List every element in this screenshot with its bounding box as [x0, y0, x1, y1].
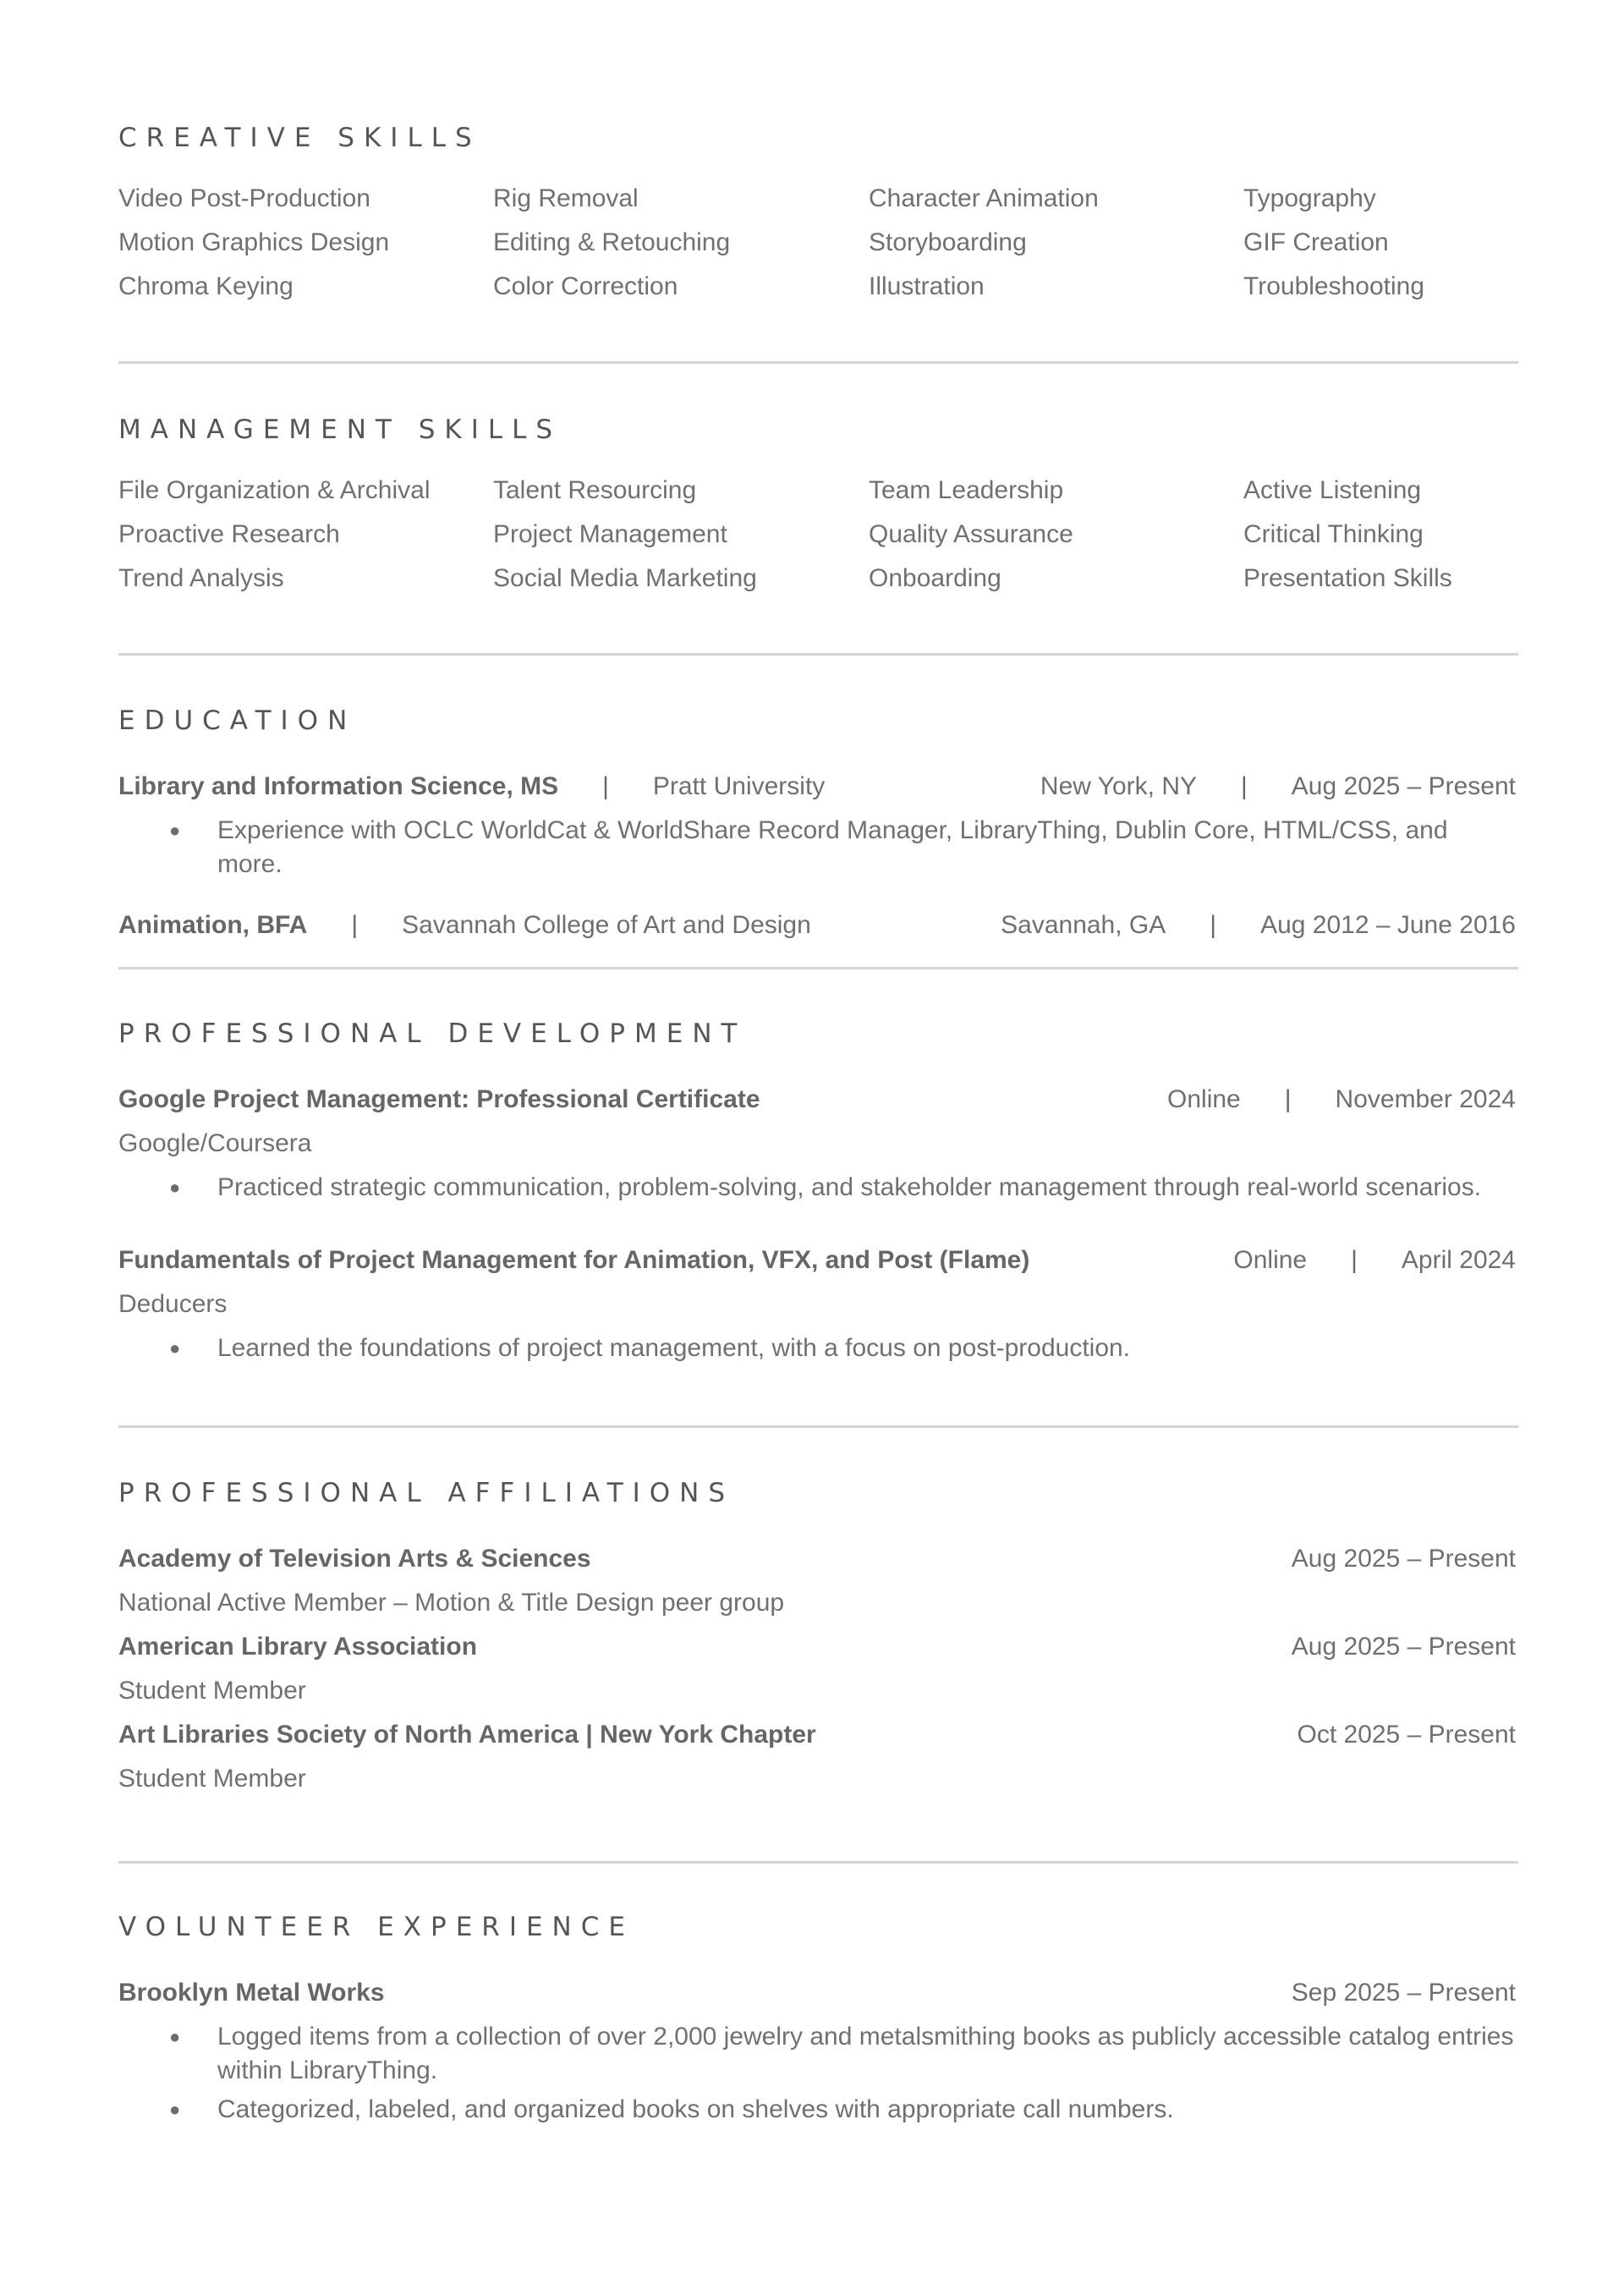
bullet-item — [118, 1171, 1516, 1205]
location: Online — [1167, 1085, 1241, 1113]
separator: | — [1284, 1085, 1292, 1113]
education-section — [118, 704, 1516, 947]
date: November 2024 — [1335, 1085, 1516, 1113]
school: Savannah College of Art and Design — [402, 911, 811, 939]
skills-grid — [118, 474, 1516, 609]
skill-item: Motion Graphics Design — [118, 228, 390, 256]
skill-item: Video Post-Production — [118, 184, 370, 212]
separator: | — [602, 772, 609, 800]
section-divider — [118, 967, 1518, 969]
separator: | — [1351, 1246, 1358, 1274]
bullet-item — [118, 2020, 1516, 2088]
dates: Sep 2025 – Present — [1291, 1979, 1516, 2007]
bullet-icon: ● — [169, 2026, 181, 2047]
provider: Deducers — [118, 1290, 228, 1318]
section-title: MANAGEMENT SKILLS — [118, 415, 562, 445]
bullet-text: Logged items from a collection of over 2,000 jewelry and metalsmithing books as publicly accessible catalog entries within LibraryThing. — [217, 2023, 1514, 2084]
skill-item: Storyboarding — [869, 228, 1027, 256]
education-entry — [118, 903, 1516, 947]
course-name: Fundamentals of Project Management for Animation, VFX, and Post (Flame) — [118, 1246, 1030, 1274]
bullet-text: Experience with OCLC WorldCat & WorldShare Record Manager, LibraryThing, Dublin Core, HTML/CSS, and more. — [217, 816, 1448, 878]
affiliation-row — [118, 1625, 1516, 1669]
bullet-item — [118, 1331, 1516, 1365]
date: April 2024 — [1401, 1246, 1516, 1274]
skill-item: Project Management — [493, 520, 727, 548]
bullet-item — [118, 814, 1516, 881]
development-entry — [118, 1078, 1516, 1205]
professional-development-section — [118, 1017, 1516, 1365]
skill-item: Trend Analysis — [118, 564, 284, 592]
organization: American Library Association — [118, 1633, 478, 1661]
education-entry — [118, 765, 1516, 881]
section-title: CREATIVE SKILLS — [118, 123, 481, 153]
skill-item: Onboarding — [869, 564, 1001, 592]
volunteer-experience-section — [118, 1910, 1516, 2127]
location: Online — [1233, 1246, 1308, 1274]
bullet-icon: ● — [169, 1177, 181, 1198]
membership-role: National Active Member – Motion & Title Design peer group — [118, 1589, 785, 1617]
affiliations-list — [118, 1537, 1516, 1801]
skill-item: Rig Removal — [493, 184, 639, 212]
skill-item: Typography — [1243, 184, 1376, 212]
degree: Library and Information Science, MS — [118, 772, 559, 800]
skill-item: Troubleshooting — [1243, 272, 1425, 300]
skill-item: GIF Creation — [1243, 228, 1389, 256]
skill-item: Chroma Keying — [118, 272, 294, 300]
creative-skills-section — [118, 121, 1516, 317]
bullet-icon: ● — [169, 820, 181, 841]
bullet-icon: ● — [169, 1337, 181, 1359]
course-name: Google Project Management: Professional Certificate — [118, 1085, 760, 1113]
organization: Brooklyn Metal Works — [118, 1979, 385, 2007]
section-divider — [118, 653, 1518, 656]
section-title: EDUCATION — [118, 706, 357, 736]
section-title: PROFESSIONAL DEVELOPMENT — [118, 1018, 747, 1049]
provider: Google/Coursera — [118, 1129, 312, 1157]
skill-item: Color Correction — [493, 272, 678, 300]
school: Pratt University — [652, 772, 826, 800]
skill-item: Editing & Retouching — [493, 228, 731, 256]
skill-item: Active Listening — [1243, 476, 1422, 504]
degree: Animation, BFA — [118, 911, 308, 939]
bullet-text: Categorized, labeled, and organized books on shelves with appropriate call numbers. — [217, 2095, 1174, 2123]
skills-grid — [118, 182, 1516, 317]
skill-item: File Organization & Archival — [118, 476, 431, 504]
dates: Aug 2025 – Present — [1291, 1633, 1516, 1661]
dates: Aug 2012 – June 2016 — [1260, 911, 1516, 939]
bullet-icon: ● — [169, 2099, 181, 2120]
separator: | — [1241, 772, 1248, 800]
skill-item: Presentation Skills — [1243, 564, 1452, 592]
education-row — [118, 903, 1516, 947]
section-divider — [118, 361, 1518, 364]
professional-affiliations-section — [118, 1476, 1516, 1801]
bullet-item — [118, 2093, 1516, 2127]
dates: Aug 2025 – Present — [1291, 1545, 1516, 1573]
organization: Art Libraries Society of North America | New York Chapter — [118, 1721, 816, 1749]
skill-item: Character Animation — [869, 184, 1099, 212]
section-title: PROFESSIONAL AFFILIATIONS — [118, 1478, 735, 1508]
affiliation-row — [118, 1537, 1516, 1581]
membership-role: Student Member — [118, 1765, 306, 1793]
skill-item: Talent Resourcing — [493, 476, 697, 504]
location: Savannah, GA — [1001, 911, 1166, 939]
separator: | — [1210, 911, 1217, 939]
bullet-text: Learned the foundations of project management, with a focus on post-production. — [217, 1334, 1131, 1362]
skill-item: Quality Assurance — [869, 520, 1073, 548]
organization: Academy of Television Arts & Sciences — [118, 1545, 591, 1573]
bullet-text: Practiced strategic communication, problem-solving, and stakeholder management through real-world scenarios. — [217, 1173, 1482, 1201]
membership-role: Student Member — [118, 1677, 306, 1705]
skill-item: Proactive Research — [118, 520, 340, 548]
skill-item: Illustration — [869, 272, 985, 300]
section-divider — [118, 1861, 1518, 1864]
volunteer-entry — [118, 1971, 1516, 2127]
location: New York, NY — [1040, 772, 1197, 800]
management-skills-section — [118, 413, 1516, 609]
section-divider — [118, 1425, 1518, 1428]
dates: Aug 2025 – Present — [1291, 772, 1516, 800]
skill-item: Critical Thinking — [1243, 520, 1424, 548]
education-row — [118, 765, 1516, 809]
affiliation-row — [118, 1713, 1516, 1757]
separator: | — [351, 911, 359, 939]
dates: Oct 2025 – Present — [1297, 1721, 1516, 1749]
skill-item: Team Leadership — [869, 476, 1064, 504]
skill-item: Social Media Marketing — [493, 564, 757, 592]
development-entry — [118, 1238, 1516, 1365]
section-title: VOLUNTEER EXPERIENCE — [118, 1912, 634, 1942]
